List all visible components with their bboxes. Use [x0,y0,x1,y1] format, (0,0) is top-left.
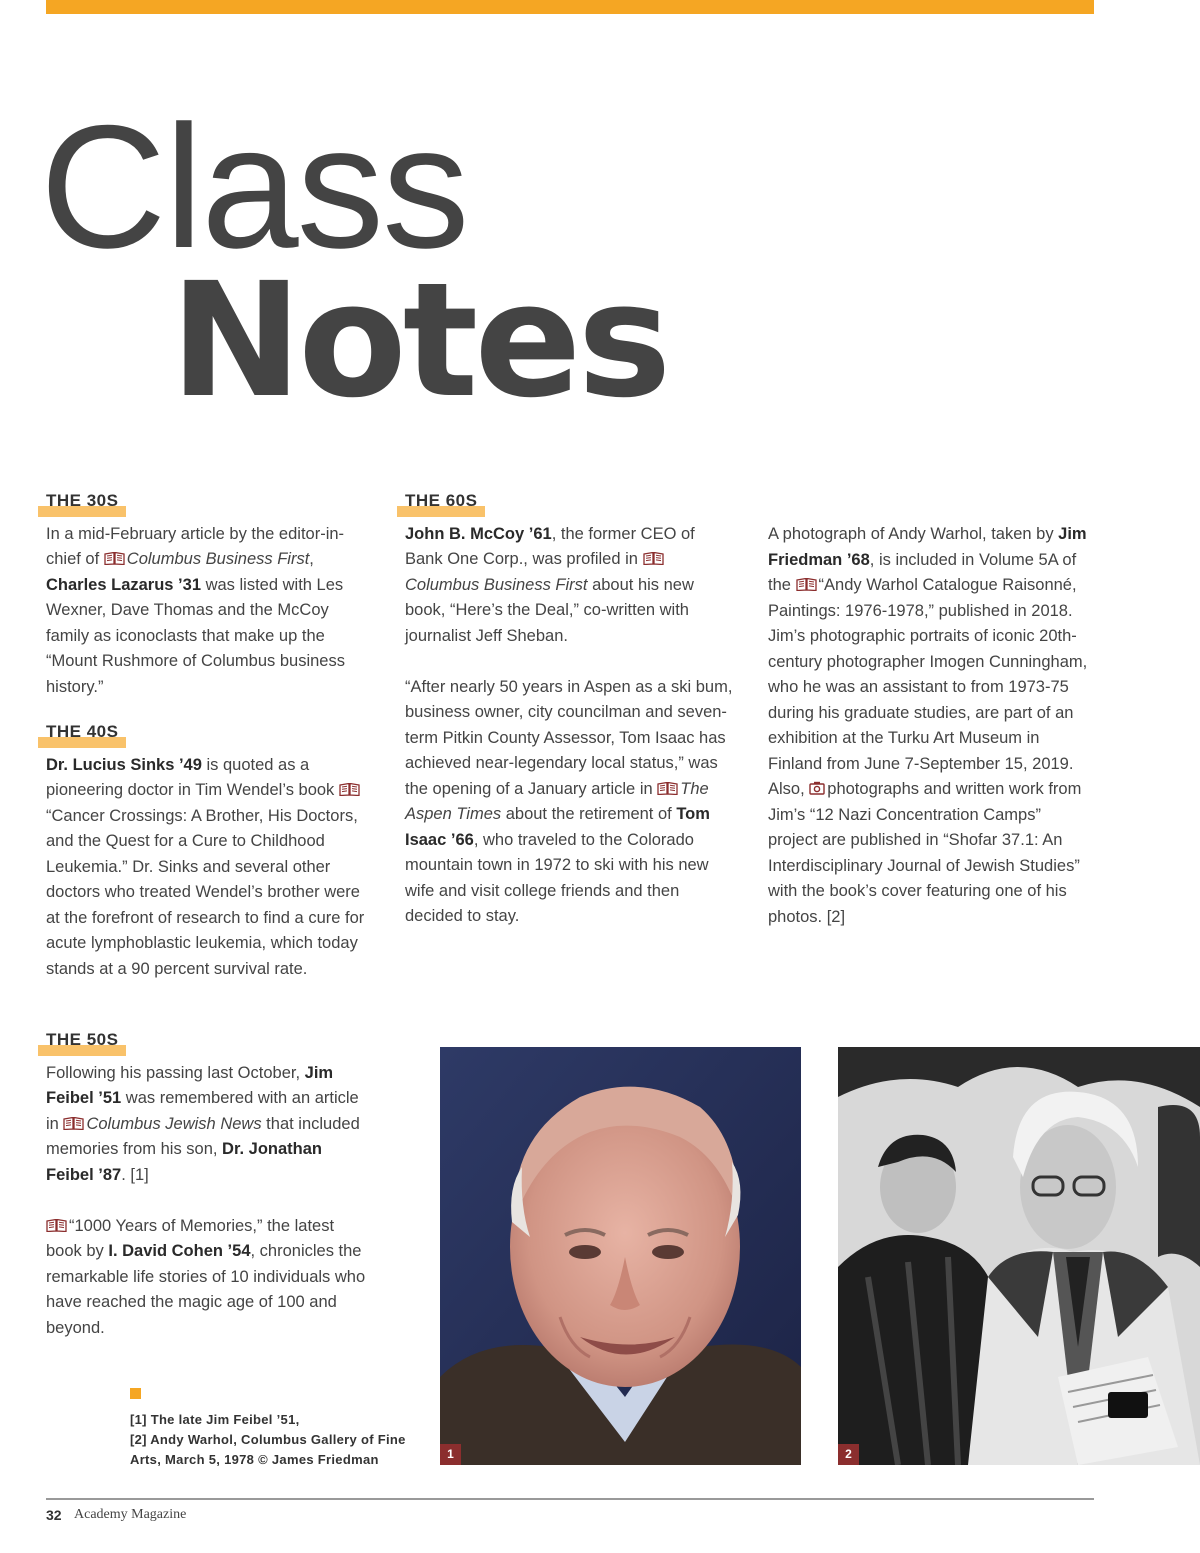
photo-jim-feibel [440,1047,801,1465]
note-friedman: A photograph of Andy Warhol, taken by Jim Friedman ’68, is included in Volume 5A of the “Andy Warhol Catalogue Raisonné, Paintings: 1976-1978,” published in 2018. Jim’s photographic portraits of iconic 20th-century photographer Imogen Cunningham, who he was an assistant to from 1973-75 during his graduate studies, are part of an exhibition at the Turku Art Museum in Finland from June 7-September 15, 2019. Also, photographs and written work from Jim’s “12 Nazi Concentration Camps” project are published in “Shofar 37.1: An Interdisciplinary Journal of Jewish Studies” with the book’s cover featuring one of his photos. [2] [768,525,1088,926]
caption-marker [130,1388,141,1399]
note-isaac: “After nearly 50 years in Aspen as a ski bum, business owner, city councilman and seven-term Pitkin County Assessor, Tom Isaac has achieved near-legendary local status,” was the opening of a January article in The Aspen Times about the retirement of Tom Isaac ’66, who traveled to the Colorado mountain town in 1972 to ski with his new wife and visit college friends and then decided to stay. [405,677,733,925]
book-icon [63,1117,84,1130]
column-right [768,522,1093,956]
book-icon [46,1219,67,1232]
column-left-50s [46,1027,366,1367]
page-title-class: Class [40,90,468,285]
book-icon [339,783,360,796]
caption-line: [1] The late Jim Feibel ’51, [130,1412,300,1427]
note-sinks: Dr. Lucius Sinks ’49 is quoted as a pioneering doctor in Tim Wendel’s book “Cancer Crossings: A Brother, His Doctors, and the Quest for a Cure to Childhood Leukemia.” Dr. Sinks and several other doctors who treated Wendel’s brother were at the forefront of research to find a cure for acute lymphoblastic leukemia, which today stands at a 90 percent survival rate. [46,755,365,978]
caption-line: [2] Andy Warhol, Columbus Gallery of Fine [130,1432,406,1447]
note-cohen: “1000 Years of Memories,” the latest book by I. David Cohen ’54, chronicles the remarkable life stories of 10 individuals who have reached the magic age of 100 and beyond. [46,1216,366,1337]
portrait-illustration [440,1047,801,1465]
caption-line: Arts, March 5, 1978 © James Friedman [130,1452,379,1467]
page-title-notes: Notes [170,249,668,433]
section-heading-40s: THE 40S [46,719,124,745]
camera-icon [809,781,825,795]
photo-number-badge: 1 [440,1444,461,1465]
photo-andy-warhol [838,1047,1200,1465]
photo-number-badge: 2 [838,1444,859,1465]
note-mccoy: John B. McCoy ’61, the former CEO of Bank One Corp., was profiled in Columbus Business First about his new book, “Here’s the Deal,” co-written with journalist Jeff Sheban. [405,524,695,645]
footer-divider [46,1498,1094,1500]
book-icon [796,578,817,591]
page-number: 32 [46,1507,62,1523]
section-heading-30s: THE 30S [46,488,124,514]
section-heading-50s: THE 50S [46,1027,124,1053]
column-middle [405,488,735,955]
note-feibel: Following his passing last October, Jim Feibel ’51 was remembered with an article in Columbus Jewish News that included memories from his son, Dr. Jonathan Feibel ’87. [1] [46,1063,360,1184]
book-icon [643,552,664,565]
top-accent-bar [46,0,1094,14]
photo-captions [130,1410,420,1470]
column-left [46,488,376,726]
warhol-photo-illustration [838,1047,1200,1465]
column-left-40s [46,719,376,1008]
section-heading-60s: THE 60S [405,488,483,514]
note-lazarus: In a mid-February article by the editor-in-chief of Columbus Business First, Charles Lazarus ’31 was listed with Les Wexner, Dave Thomas and the McCoy family as iconoclasts that make up the “Mount Rushmore of Columbus business history.” [46,524,345,696]
book-icon [104,552,125,565]
magazine-name: Academy Magazine [74,1507,187,1522]
book-icon [657,782,678,795]
